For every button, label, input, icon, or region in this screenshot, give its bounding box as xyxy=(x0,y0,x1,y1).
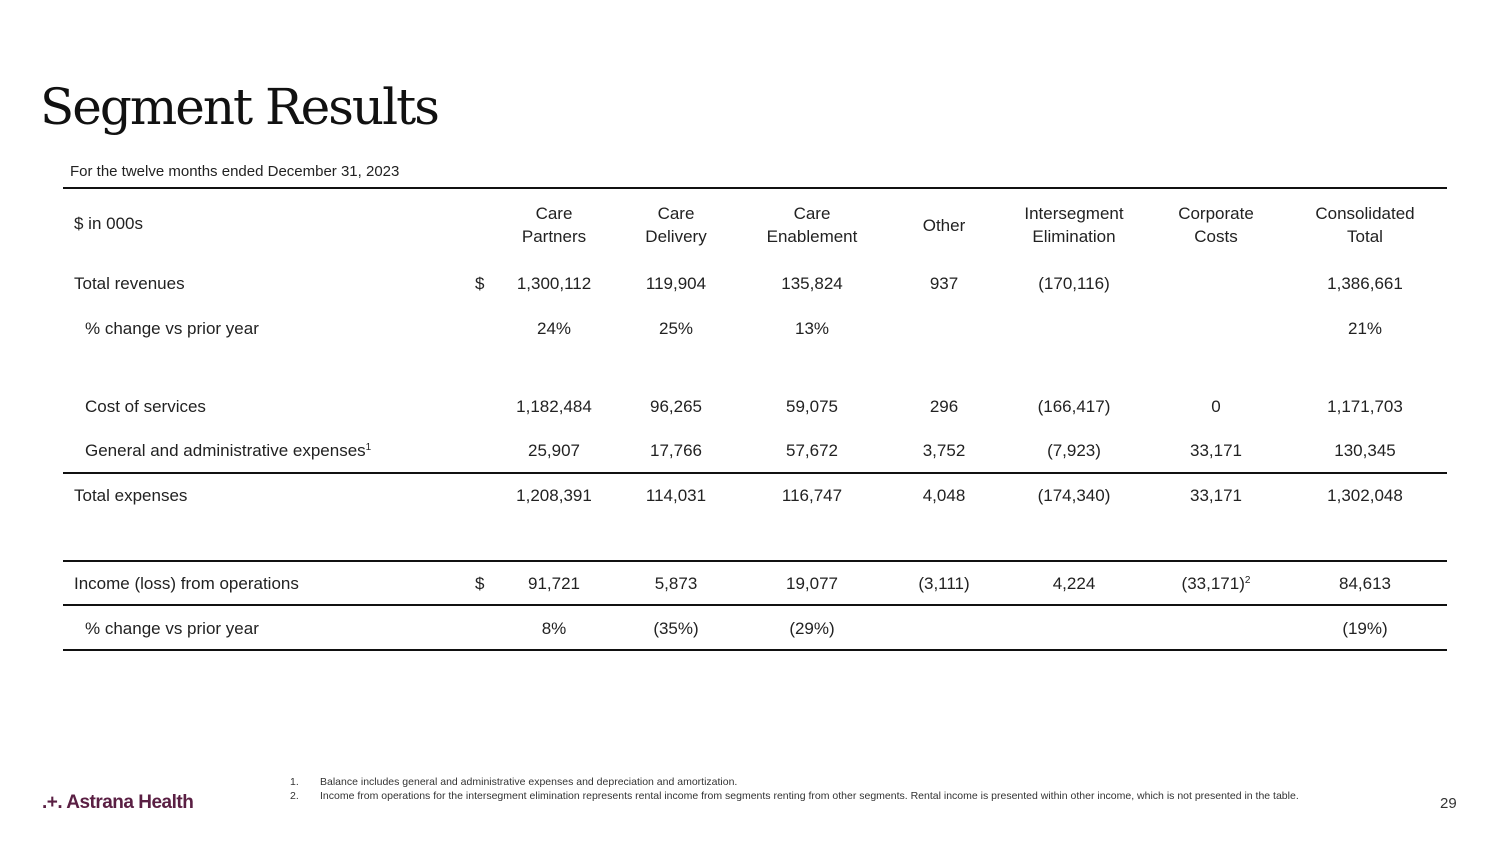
table-row: Income (loss) from operations $ 91,721 5,873 19,077 (3,111) 4,224 $(33,171)^2$ 84,613 xyxy=(74,574,1391,593)
footnote-item: 1. Balance includes general and administrative expenses and depreciation and amortization. xyxy=(290,776,738,788)
table-row: Total expenses 1,208,391 114,031 116,747 4,048 (174,340) 33,171 1,302,048 xyxy=(74,486,1403,505)
logo-text: Astrana Health xyxy=(66,792,194,813)
footnote-item: 2. Income from operations for the intersegment elimination represents rental income from segments renting from other segments. Rental income is presented within other income, which is not presented in the table. xyxy=(290,790,1299,802)
unit-label: $ in 000s xyxy=(74,214,143,233)
page-title: Segment Results xyxy=(40,78,438,136)
footnote-ref: 2 xyxy=(1244,575,1251,586)
logo-mark-icon: .+. xyxy=(42,792,63,813)
table-row: % change vs prior year 24% 25% 13% 21% xyxy=(85,319,1383,338)
page-number: 29 xyxy=(1440,795,1457,812)
table-period: For the twelve months ended December 31, 2023 xyxy=(70,163,400,180)
table-top-rule xyxy=(63,187,1447,189)
col-header-consolidated-total: Consolidated Total xyxy=(1315,204,1415,246)
col-header-care-partners: Care Partners xyxy=(521,204,587,246)
col-header-corporate-costs: Corporate Costs xyxy=(1178,204,1254,246)
footnotes xyxy=(290,775,1340,803)
table-bottom-rule xyxy=(63,649,1447,651)
col-header-other: Other xyxy=(922,216,966,235)
table-row: Cost of services 1,182,484 96,265 59,075 296 (166,417) 0 1,171,703 xyxy=(85,397,1403,416)
col-header-care-enablement: Care Enablement xyxy=(766,204,858,246)
footnote-ref: 1 xyxy=(365,442,372,453)
table-row: % change vs prior year 8% (35%) (29%) (19%) xyxy=(85,619,1388,638)
table-row: Total revenues $ 1,300,112 119,904 135,824 937 (170,116) 1,386,661 xyxy=(74,274,1403,293)
company-logo xyxy=(42,792,193,814)
table-rule xyxy=(63,604,1447,606)
col-header-care-delivery: Care Delivery xyxy=(645,204,707,246)
col-header-intersegment-elimination: Intersegment Elimination xyxy=(1024,204,1124,246)
table-row: General and administrative expenses$^1$ 25,907 17,766 57,672 3,752 (7,923) 33,171 130,345 xyxy=(85,441,1396,460)
table-header xyxy=(63,196,1447,256)
